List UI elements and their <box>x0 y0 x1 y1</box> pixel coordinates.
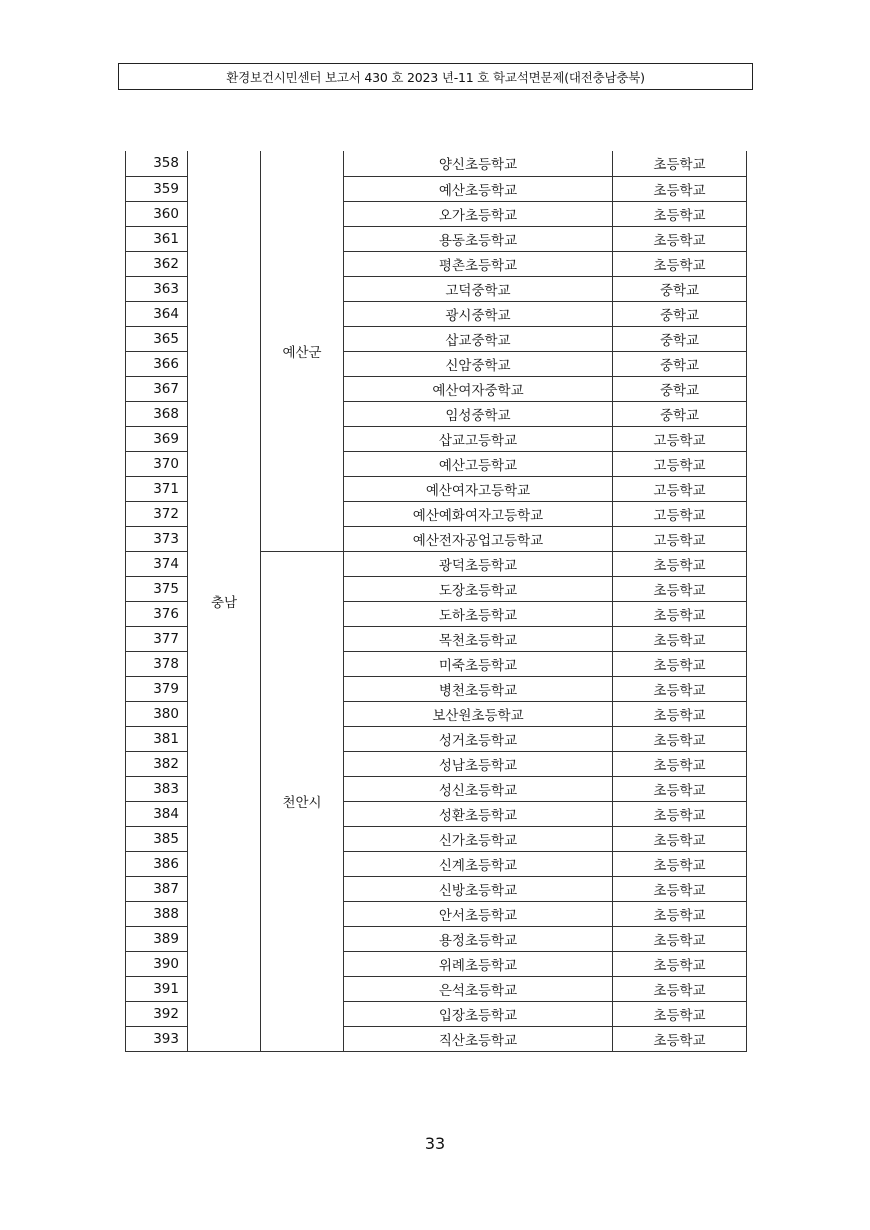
row-number: 386 <box>126 851 188 876</box>
school-type: 초등학교 <box>613 901 747 926</box>
school-name: 예산여자중학교 <box>344 376 613 401</box>
school-type: 중학교 <box>613 276 747 301</box>
table-row <box>126 151 747 176</box>
page-number: 33 <box>424 1134 446 1153</box>
school-name: 양신초등학교 <box>344 151 613 176</box>
row-number: 393 <box>126 1026 188 1051</box>
report-header <box>118 63 753 90</box>
school-name: 직산초등학교 <box>344 1026 613 1051</box>
district-cell: 예산군 <box>261 151 344 551</box>
school-name: 평촌초등학교 <box>344 251 613 276</box>
school-name: 성거초등학교 <box>344 726 613 751</box>
school-name: 예산예화여자고등학교 <box>344 501 613 526</box>
row-number: 364 <box>126 301 188 326</box>
school-name: 광시중학교 <box>344 301 613 326</box>
row-number: 391 <box>126 976 188 1001</box>
school-type: 초등학교 <box>613 251 747 276</box>
row-number: 365 <box>126 326 188 351</box>
row-number: 369 <box>126 426 188 451</box>
row-number: 370 <box>126 451 188 476</box>
school-name: 성환초등학교 <box>344 801 613 826</box>
school-name: 삽교중학교 <box>344 326 613 351</box>
school-type: 초등학교 <box>613 151 747 176</box>
row-number: 381 <box>126 726 188 751</box>
school-type: 초등학교 <box>613 976 747 1001</box>
school-name: 예산고등학교 <box>344 451 613 476</box>
school-type: 초등학교 <box>613 701 747 726</box>
school-type: 초등학교 <box>613 176 747 201</box>
school-type: 초등학교 <box>613 751 747 776</box>
school-name: 신계초등학교 <box>344 851 613 876</box>
school-name: 성남초등학교 <box>344 751 613 776</box>
row-number: 377 <box>126 626 188 651</box>
school-type: 초등학교 <box>613 726 747 751</box>
row-number: 387 <box>126 876 188 901</box>
school-name: 목천초등학교 <box>344 626 613 651</box>
row-number: 384 <box>126 801 188 826</box>
row-number: 368 <box>126 401 188 426</box>
school-type: 초등학교 <box>613 876 747 901</box>
row-number: 389 <box>126 926 188 951</box>
row-number: 366 <box>126 351 188 376</box>
school-type: 초등학교 <box>613 801 747 826</box>
school-name: 임성중학교 <box>344 401 613 426</box>
row-number: 372 <box>126 501 188 526</box>
school-type: 초등학교 <box>613 601 747 626</box>
row-number: 378 <box>126 651 188 676</box>
school-type: 초등학교 <box>613 551 747 576</box>
school-type: 고등학교 <box>613 526 747 551</box>
school-name: 삽교고등학교 <box>344 426 613 451</box>
school-name: 고덕중학교 <box>344 276 613 301</box>
row-number: 367 <box>126 376 188 401</box>
row-number: 374 <box>126 551 188 576</box>
row-number: 360 <box>126 201 188 226</box>
school-name: 용동초등학교 <box>344 226 613 251</box>
school-type: 초등학교 <box>613 826 747 851</box>
school-type: 초등학교 <box>613 676 747 701</box>
row-number: 379 <box>126 676 188 701</box>
school-table <box>125 151 747 1052</box>
school-type: 중학교 <box>613 376 747 401</box>
school-name: 미죽초등학교 <box>344 651 613 676</box>
row-number: 363 <box>126 276 188 301</box>
school-type: 초등학교 <box>613 651 747 676</box>
school-name: 위례초등학교 <box>344 951 613 976</box>
school-type: 고등학교 <box>613 426 747 451</box>
school-type: 초등학교 <box>613 1001 747 1026</box>
school-type: 고등학교 <box>613 501 747 526</box>
row-number: 385 <box>126 826 188 851</box>
row-number: 383 <box>126 776 188 801</box>
province-cell: 충남 <box>188 151 261 1051</box>
row-number: 376 <box>126 601 188 626</box>
school-name: 안서초등학교 <box>344 901 613 926</box>
row-number: 358 <box>126 151 188 176</box>
school-type: 초등학교 <box>613 851 747 876</box>
school-type: 초등학교 <box>613 776 747 801</box>
school-name: 보산원초등학교 <box>344 701 613 726</box>
school-type: 초등학교 <box>613 576 747 601</box>
school-name: 예산여자고등학교 <box>344 476 613 501</box>
school-name: 성신초등학교 <box>344 776 613 801</box>
row-number: 388 <box>126 901 188 926</box>
row-number: 359 <box>126 176 188 201</box>
school-name: 도장초등학교 <box>344 576 613 601</box>
school-type: 고등학교 <box>613 451 747 476</box>
school-name: 병천초등학교 <box>344 676 613 701</box>
row-number: 380 <box>126 701 188 726</box>
row-number: 392 <box>126 1001 188 1026</box>
school-type: 초등학교 <box>613 626 747 651</box>
row-number: 361 <box>126 226 188 251</box>
row-number: 375 <box>126 576 188 601</box>
school-name: 입장초등학교 <box>344 1001 613 1026</box>
school-name: 신암중학교 <box>344 351 613 376</box>
row-number: 373 <box>126 526 188 551</box>
school-type: 중학교 <box>613 326 747 351</box>
school-name: 오가초등학교 <box>344 201 613 226</box>
school-type: 초등학교 <box>613 201 747 226</box>
school-type: 초등학교 <box>613 1026 747 1051</box>
school-name: 예산전자공업고등학교 <box>344 526 613 551</box>
school-type: 초등학교 <box>613 226 747 251</box>
district-cell: 천안시 <box>261 551 344 1051</box>
school-table-body <box>126 151 747 1051</box>
report-header-title: 환경보건시민센터 보고서 430 호 2023 년-11 호 학교석면문제(대전충남충북) <box>226 69 645 85</box>
school-name: 광덕초등학교 <box>344 551 613 576</box>
school-type: 중학교 <box>613 401 747 426</box>
school-name: 예산초등학교 <box>344 176 613 201</box>
school-name: 신방초등학교 <box>344 876 613 901</box>
school-name: 은석초등학교 <box>344 976 613 1001</box>
row-number: 371 <box>126 476 188 501</box>
school-type: 초등학교 <box>613 951 747 976</box>
school-type: 중학교 <box>613 351 747 376</box>
school-type: 초등학교 <box>613 926 747 951</box>
row-number: 382 <box>126 751 188 776</box>
school-name: 용정초등학교 <box>344 926 613 951</box>
school-type: 중학교 <box>613 301 747 326</box>
row-number: 390 <box>126 951 188 976</box>
school-name: 신가초등학교 <box>344 826 613 851</box>
row-number: 362 <box>126 251 188 276</box>
school-name: 도하초등학교 <box>344 601 613 626</box>
school-type: 고등학교 <box>613 476 747 501</box>
